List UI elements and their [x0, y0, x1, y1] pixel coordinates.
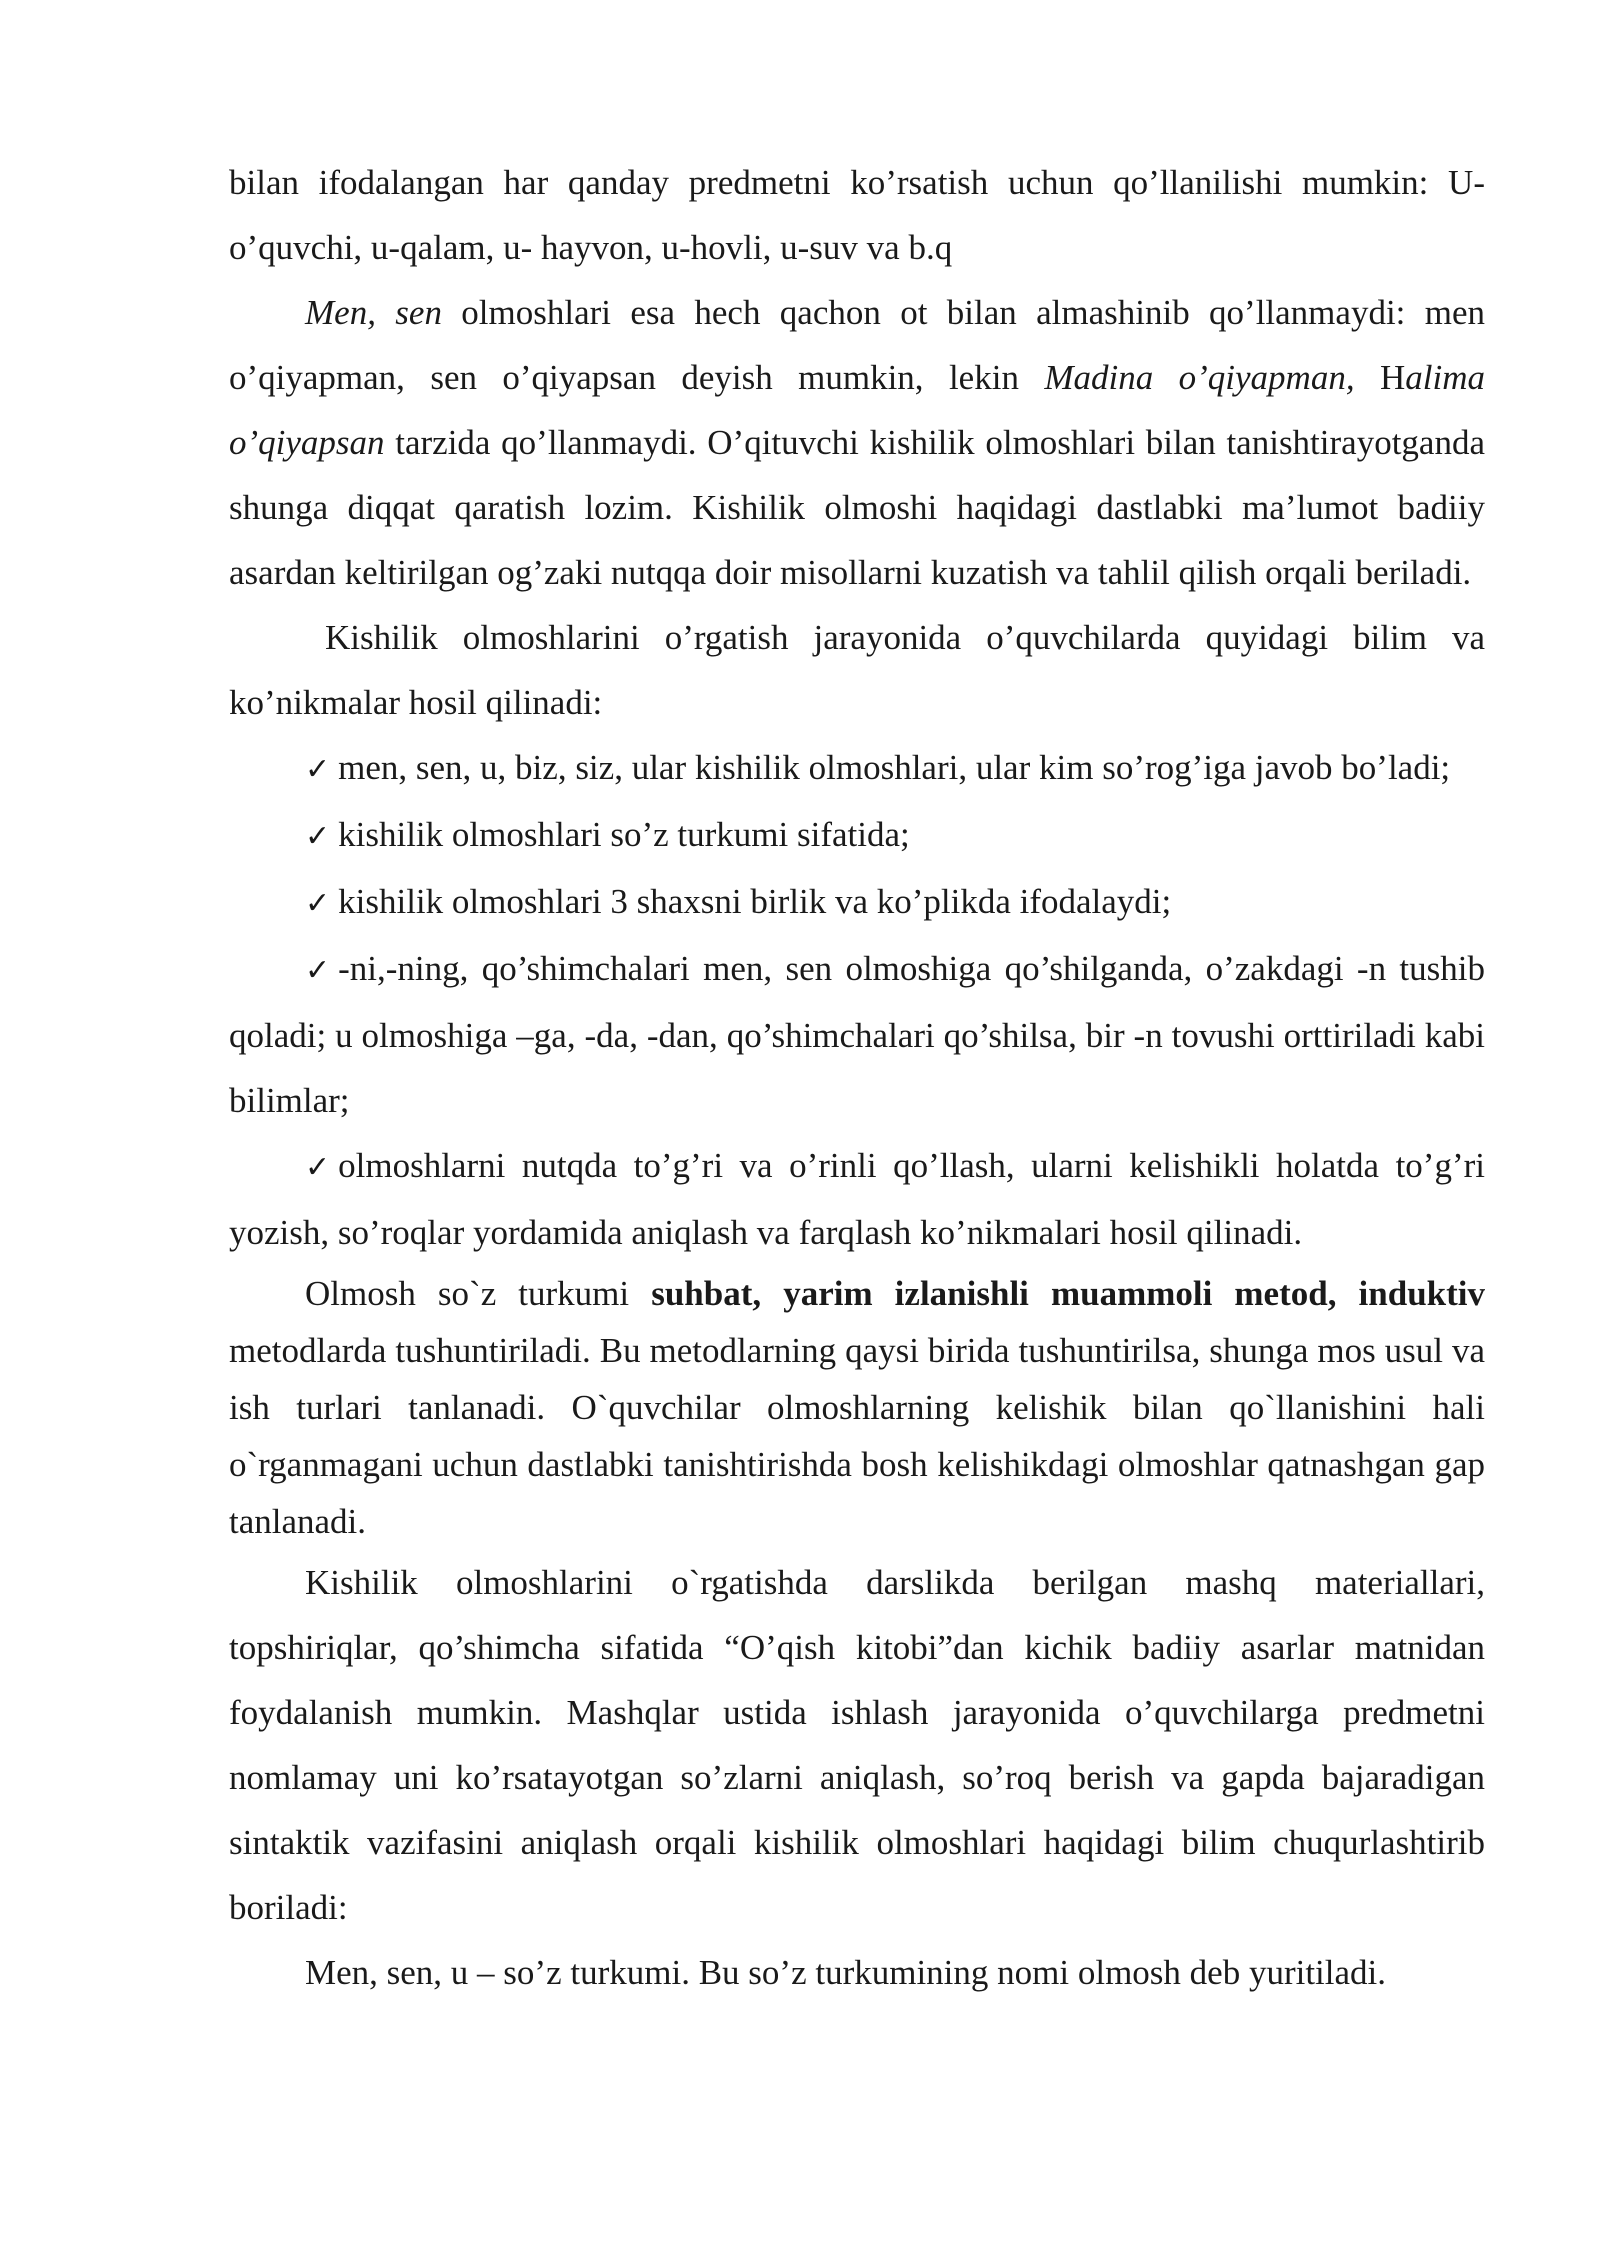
checklist-item: [229, 1133, 1485, 1265]
paragraph-text: H: [1354, 358, 1406, 397]
paragraph-6: Men, sen, u – so’z turkumi. Bu so’z turkumining nomi olmosh deb yuritiladi.: [305, 1953, 1387, 1992]
checkmark-icon: ✓: [305, 819, 331, 854]
checklist-item: [229, 869, 1485, 936]
paragraph-text: Olmosh so`z turkumi: [305, 1274, 652, 1313]
checklist-item: [229, 735, 1485, 802]
paragraph-3: Kishilik olmoshlarini o’rgatish jarayonida o’quvchilarda quyidagi bilim va ko’nikmalar hosil qilinadi:: [229, 618, 1485, 722]
checklist-item: [229, 802, 1485, 869]
checkmark-icon: ✓: [305, 953, 331, 988]
italic-text: alima o’qiyapsan: [229, 358, 1486, 462]
paragraph-text: metodlarda tushuntiriladi. Bu metodlarning qaysi birida tushuntirilsa, shunga mos usul va ish turlari tanlanadi. O`quvchilar olmoshlarning kelishik bilan qo`llanishini hali o`rganmagani uchun dastlabki tanishtirishda bosh kelishikdagi olmoshlar qatnashgan gap tanlanadi.: [229, 1331, 1485, 1541]
document-page: [229, 150, 1485, 2005]
italic-text: Men, sen: [305, 293, 442, 332]
paragraph-5: Kishilik olmoshlarini o`rgatishda darslikda berilgan mashq materiallari, topshiriqlar, qo’shimcha sifatida “O’qish kitobi”dan kichik badiiy asarlar matnidan foydalanish mumkin. Mashqlar ustida ishlash jarayonida o’quvchilarga predmetni nomlamay uni ko’rsatayotgan so’zlarni aniqlash, so’roq berish va gapda bajaradigan sintaktik vazifasini aniqlash orqali kishilik olmoshlari haqidagi bilim chuqurlashtirib boriladi:: [229, 1563, 1485, 1927]
bold-text: suhbat, yarim izlanishli muammoli metod, induktiv: [651, 1274, 1486, 1313]
checklist-text: -ni,-ning, qo’shimchalari men, sen olmoshiga qo’shilganda, o’zakdagi -n tushib qoladi; u olmoshiga –ga, -da, -dan, qo’shimchalari qo’shilsa, bir -n tovushi orttiriladi kabi bilimlar;: [229, 949, 1485, 1120]
checklist-text: kishilik olmoshlari so’z turkumi sifatida;: [338, 815, 910, 854]
paragraph-2: [229, 280, 1485, 605]
checkmark-icon: ✓: [305, 1150, 331, 1185]
paragraph-4: [229, 1265, 1485, 1550]
paragraph-text: tarzida qo’llanmaydi. O’qituvchi kishilik olmoshlari bilan tanishtirayotganda shunga diqqat qaratish lozim. Kishilik olmoshi haqidagi dastlabki ma’lumot badiiy asardan keltirilgan og’zaki nutqqa doir misollarni kuzatish va tahlil qilish orqali beriladi.: [229, 423, 1485, 592]
checklist-text: men, sen, u, biz, siz, ular kishilik olmoshlari, ular kim so’rog’iga javob bo’ladi;: [338, 748, 1451, 787]
paragraph-text: olmoshlari esa hech qachon ot bilan almashinib qo’llanmaydi: men o’qiyapman, sen o’qiyapsan deyish mumkin, lekin: [229, 293, 1485, 397]
checklist-item: [229, 936, 1485, 1133]
checklist-text: olmoshlarni nutqda to’g’ri va o’rinli qo’llash, ularni kelishikli holatda to’g’ri yozish, so’roqlar yordamida aniqlash va farqlash ko’nikmalari hosil qilinadi.: [229, 1146, 1485, 1252]
italic-text: Madina o’qiyapman,: [1044, 358, 1355, 397]
paragraph-1: bilan ifodalangan har qanday predmetni ko’rsatish uchun qo’llanilishi mumkin: U-o’quvchi, u-qalam, u- hayvon, u-hovli, u-suv va b.q: [229, 163, 1485, 267]
checkmark-icon: ✓: [305, 886, 331, 921]
checklist-text: kishilik olmoshlari 3 shaxsni birlik va ko’plikda ifodalaydi;: [338, 882, 1172, 921]
checkmark-icon: ✓: [305, 752, 331, 787]
